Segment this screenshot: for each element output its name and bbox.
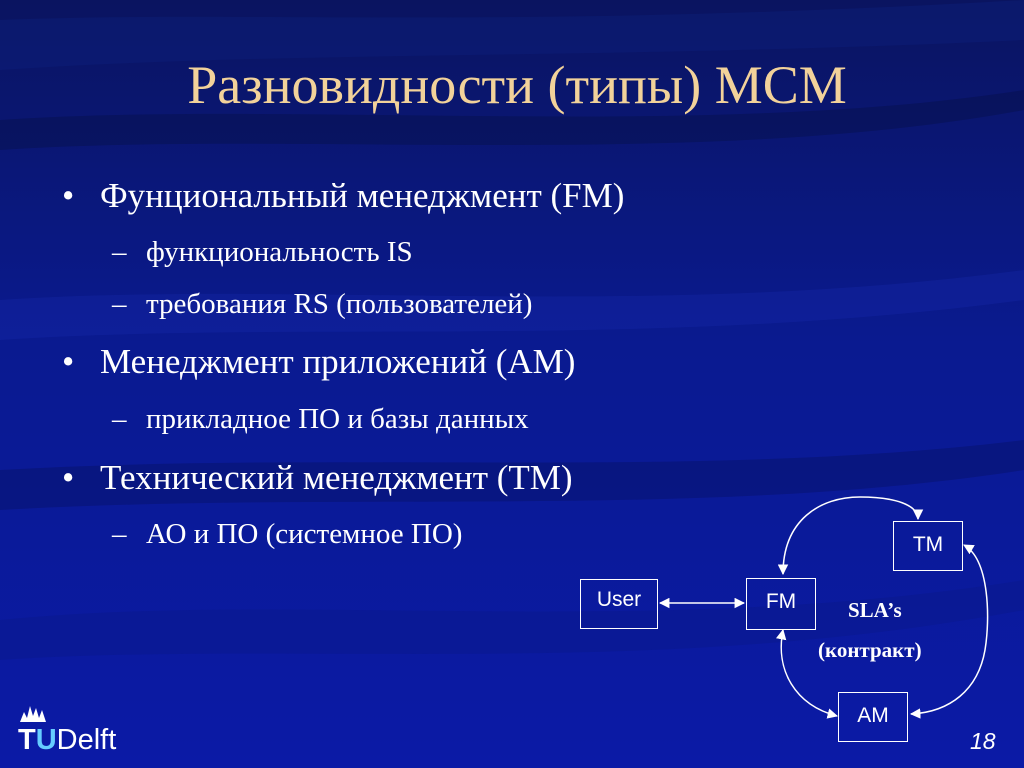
sub-bullet-mark: –: [112, 288, 127, 320]
bullet-text: Технический менеджмент (TM): [100, 458, 573, 497]
bullet-mark: •: [62, 458, 75, 497]
sub-bullet-mark: –: [112, 403, 127, 435]
tu-delft-flame-icon: [18, 700, 48, 724]
sub-bullet-text: прикладное ПО и базы данных: [146, 403, 529, 435]
diagram-box-user: User: [580, 579, 658, 629]
sla-label: SLA’s: [848, 598, 902, 622]
sub-bullet-text: требования RS (пользователей): [146, 288, 533, 320]
sub-bullet-text: функциональность IS: [146, 236, 413, 268]
sub-bullet-mark: –: [112, 518, 127, 550]
tu-delft-logo: [18, 724, 116, 757]
bullet-mark: •: [62, 176, 75, 215]
logo-tu: TU: [18, 724, 57, 756]
sub-bullet-text: АО и ПО (системное ПО): [146, 518, 463, 550]
logo-u-letter: U: [35, 724, 57, 756]
diagram-box-fm: FM: [746, 578, 816, 630]
page-number: 18: [970, 728, 996, 754]
bullet-text: Менеджмент приложений (AM): [100, 342, 576, 381]
diagram-box-tm: TM: [893, 521, 963, 571]
bullet-text: Фунциональный менеджмент (FM): [100, 176, 625, 215]
logo-delft: Delft: [56, 724, 117, 756]
sub-bullet-mark: –: [112, 236, 127, 268]
slide-title: Разновидности (типы) МСМ: [187, 55, 847, 115]
contract-label: (контракт): [818, 638, 922, 662]
diagram-box-am: AM: [838, 692, 908, 742]
bullet-mark: •: [62, 342, 75, 381]
